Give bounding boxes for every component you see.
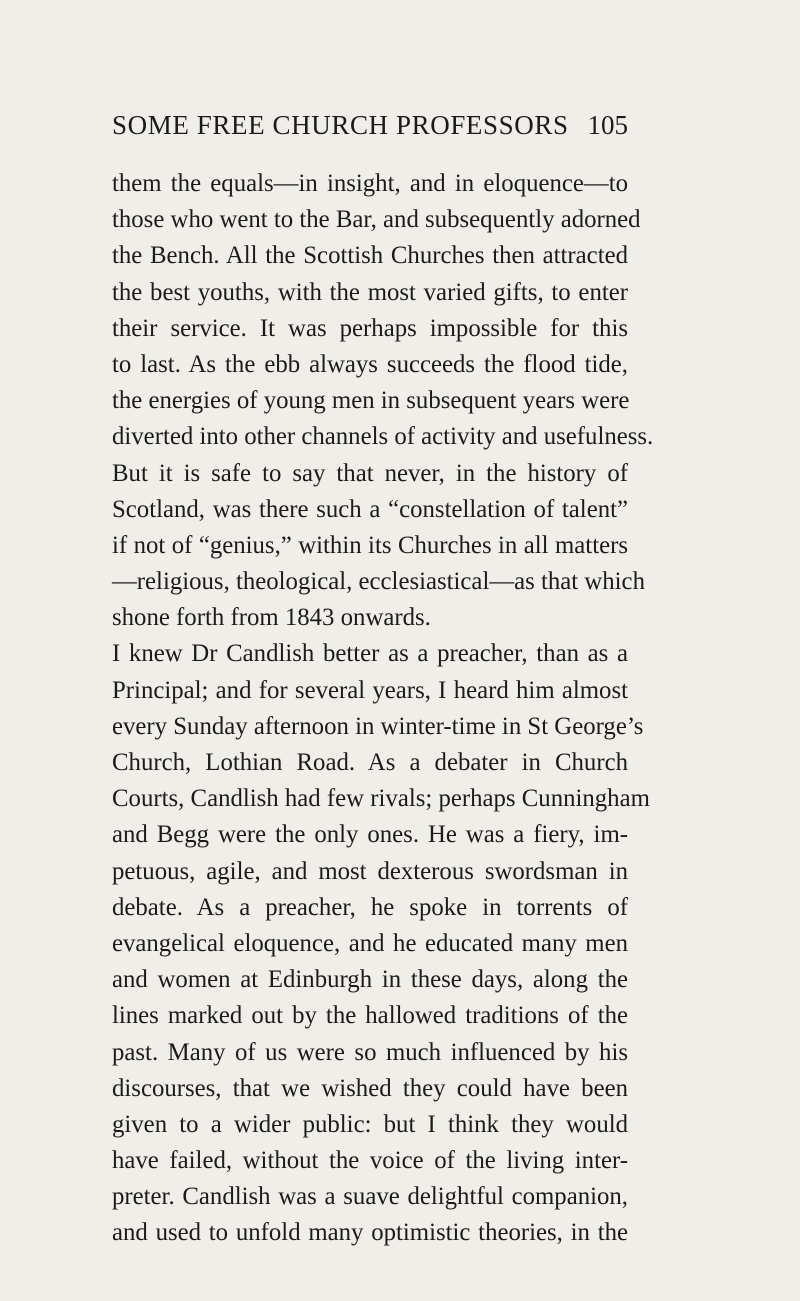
text-line: given to a wider public: but I think they would	[112, 1110, 628, 1138]
text-line: those who went to the Bar, and subsequently adorned	[112, 206, 641, 234]
text-line: Courts, Candlish had few rivals; perhaps Cunningham	[112, 785, 650, 813]
text-line: preter. Candlish was a suave delightful companion,	[112, 1183, 628, 1211]
text-line: lines marked out by the hallowed traditions of the	[112, 1002, 628, 1030]
text-line: Scotland, was there such a “constellation of talent”	[112, 495, 628, 523]
text-line: have failed, without the voice of the living inter-	[112, 1147, 628, 1175]
text-line: and Begg were the only ones. He was a fiery, im-	[112, 821, 628, 849]
text-line: I knew Dr Candlish better as a preacher, than as a	[112, 640, 628, 668]
text-line: the best youths, with the most varied gifts, to enter	[112, 278, 628, 306]
text-line: But it is safe to say that never, in the history of	[112, 459, 628, 487]
text-line: petuous, agile, and most dexterous swordsman in	[112, 857, 628, 885]
page-number: 105	[587, 110, 628, 140]
text-line: Principal; and for several years, I heard him almost	[112, 676, 628, 704]
text-line: diverted into other channels of activity and usefulness.	[112, 423, 654, 451]
running-title: SOME FREE CHURCH PROFESSORS	[112, 110, 569, 140]
text-line: their service. It was perhaps impossible for this	[112, 314, 628, 342]
text-line: past. Many of us were so much influenced by his	[112, 1038, 628, 1066]
text-line: if not of “genius,” within its Churches in all matters	[112, 531, 628, 559]
text-line: —religious, theological, ecclesiastical—as that which	[112, 568, 645, 596]
running-head	[112, 110, 628, 146]
text-line: the Bench. All the Scottish Churches then attracted	[112, 242, 628, 270]
text-line: the energies of young men in subsequent years were	[112, 387, 630, 415]
body-text	[112, 166, 654, 1252]
text-line: them the equals—in insight, and in eloquence—to	[112, 170, 628, 197]
text-line: evangelical eloquence, and he educated many men	[112, 929, 628, 957]
text-line: discourses, that we wished they could have been	[112, 1074, 628, 1102]
text-line: and women at Edinburgh in these days, along the	[112, 966, 628, 994]
text-line: debate. As a preacher, he spoke in torrents of	[112, 893, 628, 921]
text-line: and used to unfold many optimistic theories, in the	[112, 1219, 628, 1247]
text-line: Church, Lothian Road. As a debater in Church	[112, 749, 628, 776]
text-line: shone forth from 1843 onwards.	[112, 604, 431, 632]
text-line: every Sunday afternoon in winter-time in St George’s	[112, 712, 644, 740]
text-line: to last. As the ebb always succeeds the flood tide,	[112, 350, 628, 378]
